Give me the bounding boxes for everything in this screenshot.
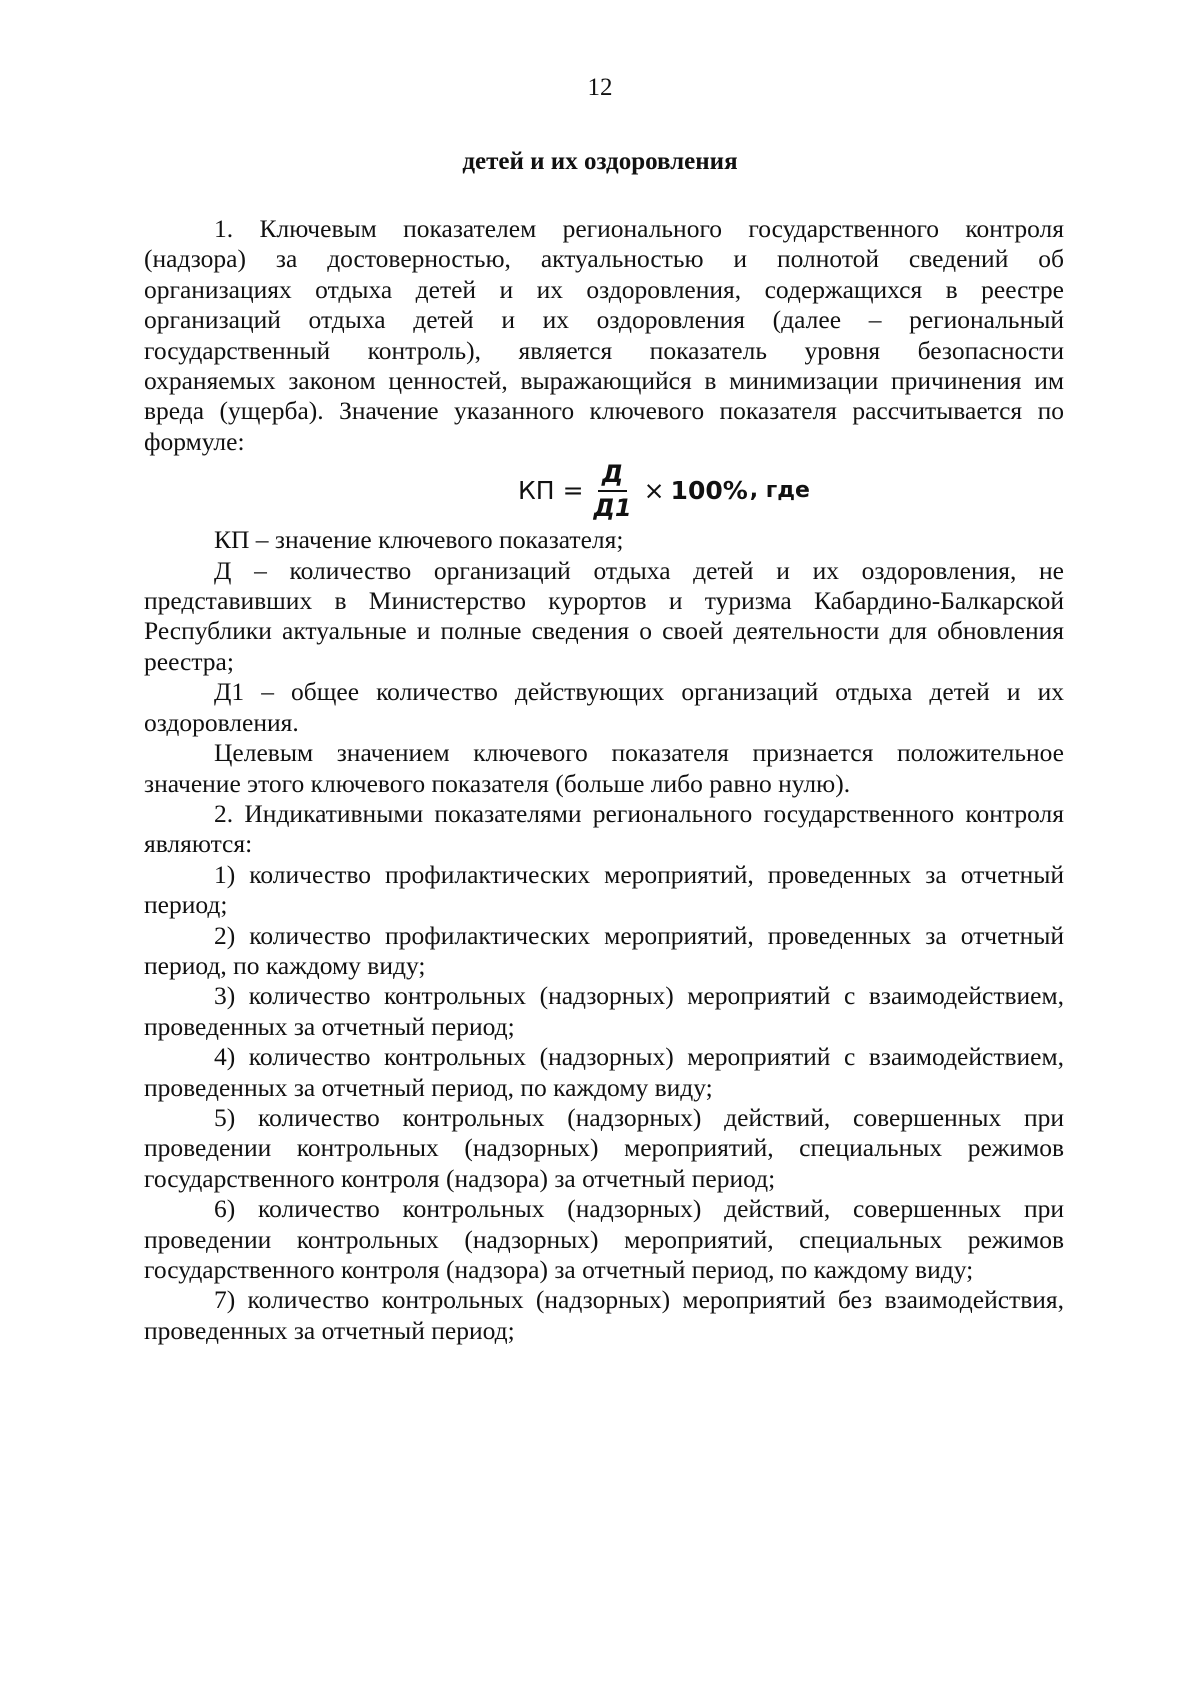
definition-d1: Д1 – общее количество действующих организаций отдыха детей и их оздоровления. [144, 677, 1064, 737]
formula-percent: 100% [670, 476, 748, 506]
formula-equals: = [562, 476, 584, 506]
list-item: 7) количество контрольных (надзорных) мероприятий без взаимодействия, проведенных за отчетный период; [144, 1285, 1064, 1345]
list-item: 6) количество контрольных (надзорных) действий, совершенных при проведении контрольных (надзорных) мероприятий, специальных режимов государственного контроля (надзора) за отчетный период, по каждому виду; [144, 1194, 1064, 1284]
list-item: 3) количество контрольных (надзорных) мероприятий с взаимодействием, проведенных за отчетный период; [144, 981, 1064, 1041]
paragraph-target-value: Целевым значением ключевого показателя признается положительное значение этого ключевого показателя (больше либо равно нулю). [144, 738, 1064, 798]
formula-numerator: Д [598, 460, 627, 492]
definition-d: Д – количество организаций отдыха детей и их оздоровления, не представивших в Министерство курортов и туризма Кабардино-Балкарской Республики актуальные и полные сведения о своей деятельности для обновления реестра; [144, 555, 1064, 676]
formula-where: , где [749, 478, 810, 504]
page-number: 12 [587, 74, 613, 101]
formula [144, 457, 1064, 525]
section-heading: детей и их оздоровления [462, 148, 738, 175]
list-item: 4) количество контрольных (надзорных) мероприятий с взаимодействием, проведенных за отчетный период, по каждому виду; [144, 1042, 1064, 1102]
formula-times: × [643, 476, 665, 506]
paragraph-key-indicator: 1. Ключевым показателем регионального государственного контроля (надзора) за достоверностью, актуальностью и полнотой сведений об организациях отдыха детей и их оздоровления, содержащихся в реестре организаций отдыха детей и их оздоровления (далее – региональный государственный контроль), является показатель уровня безопасности охраняемых законом ценностей, выражающийся в минимизации причинения им вреда (ущерба). Значение указанного ключевого показателя рассчитывается по формуле: [144, 214, 1064, 456]
list-item: 1) количество профилактических мероприятий, проведенных за отчетный период; [144, 859, 1064, 920]
formula-lhs: КП [518, 476, 555, 506]
formula-denominator: Д1 [593, 494, 632, 523]
paragraph-indicative-indicators: 2. Индикативными показателями регионального государственного контроля являются: [144, 798, 1064, 859]
list-item: 5) количество контрольных (надзорных) действий, совершенных при проведении контрольных (надзорных) мероприятий, специальных режимов государственного контроля (надзора) за отчетный период; [144, 1102, 1064, 1193]
definition-kp: КП – значение ключевого показателя; [214, 525, 624, 555]
document-body [144, 214, 1064, 1346]
formula-fraction [590, 460, 636, 522]
list-item: 2) количество профилактических мероприятий, проведенных за отчетный период, по каждому виду; [144, 920, 1064, 980]
